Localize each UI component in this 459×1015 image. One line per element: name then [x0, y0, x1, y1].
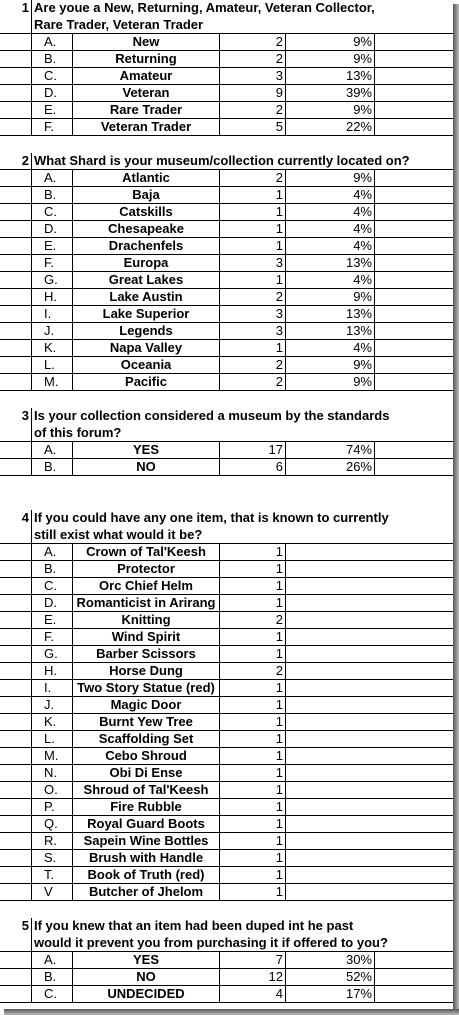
answer-count: 3 — [219, 68, 285, 85]
answer-row — [0, 799, 453, 816]
blank-row — [0, 391, 453, 408]
answer-row — [0, 102, 453, 119]
answer-label: New — [72, 34, 219, 51]
question-number: 4 — [21, 510, 29, 525]
answer-letter: B. — [31, 561, 72, 578]
question-text: Are youe a New, Returning, Amateur, Veteran Collector, — [31, 0, 453, 17]
answer-label: Horse Dung — [72, 663, 219, 680]
answer-row — [0, 459, 453, 476]
answer-letter: F. — [31, 629, 72, 646]
answer-percent: 13% — [285, 255, 375, 272]
answer-label: Legends — [72, 323, 219, 340]
answer-row — [0, 748, 453, 765]
answer-row — [0, 340, 453, 357]
question-number: 3 — [21, 408, 29, 423]
answer-label: Sapein Wine Bottles — [72, 833, 219, 850]
answer-count: 2 — [219, 374, 285, 391]
answer-count: 1 — [219, 629, 285, 646]
answer-row — [0, 867, 453, 884]
answer-label: Protector — [72, 561, 219, 578]
answer-row — [0, 765, 453, 782]
answer-percent — [285, 867, 375, 884]
answer-row — [0, 884, 453, 901]
answer-row — [0, 986, 453, 1003]
answer-count: 1 — [219, 867, 285, 884]
answer-percent: 26% — [285, 459, 375, 476]
answer-letter: S. — [31, 850, 72, 867]
answer-label: Wind Spirit — [72, 629, 219, 646]
answer-letter: H. — [31, 663, 72, 680]
answer-percent — [285, 816, 375, 833]
answer-row — [0, 646, 453, 663]
answer-count: 1 — [219, 799, 285, 816]
answer-row — [0, 544, 453, 561]
question-row — [0, 425, 453, 442]
question-row — [0, 935, 453, 952]
answer-letter: F. — [31, 255, 72, 272]
answer-percent — [285, 697, 375, 714]
answer-percent — [285, 748, 375, 765]
answer-label: Europa — [72, 255, 219, 272]
answer-letter: P. — [31, 799, 72, 816]
question-block — [0, 0, 453, 136]
answer-label: Lake Superior — [72, 306, 219, 323]
answer-count: 1 — [219, 561, 285, 578]
answer-label: Veteran Trader — [72, 119, 219, 136]
question-block — [0, 408, 453, 476]
answer-percent — [285, 782, 375, 799]
answer-label: Book of Truth (red) — [72, 867, 219, 884]
answer-letter: E. — [31, 612, 72, 629]
answer-count: 1 — [219, 816, 285, 833]
answer-letter: N. — [31, 765, 72, 782]
answer-row — [0, 187, 453, 204]
answer-count: 1 — [219, 204, 285, 221]
answer-row — [0, 357, 453, 374]
answer-percent: 30% — [285, 952, 375, 969]
answer-row — [0, 816, 453, 833]
answer-letter: L. — [31, 731, 72, 748]
answer-count: 1 — [219, 646, 285, 663]
question-text: still exist what would it be? — [31, 527, 453, 544]
answer-row — [0, 629, 453, 646]
answer-count: 1 — [219, 272, 285, 289]
answer-count: 2 — [219, 51, 285, 68]
answer-row — [0, 731, 453, 748]
question-row — [0, 527, 453, 544]
answer-count: 3 — [219, 323, 285, 340]
answer-letter: M. — [31, 748, 72, 765]
answer-row — [0, 442, 453, 459]
answer-label: Catskills — [72, 204, 219, 221]
answer-percent: 9% — [285, 357, 375, 374]
answer-row — [0, 289, 453, 306]
answer-row — [0, 34, 453, 51]
answer-letter: T. — [31, 867, 72, 884]
answer-letter: F. — [31, 119, 72, 136]
answer-percent: 4% — [285, 204, 375, 221]
answer-count: 1 — [219, 714, 285, 731]
answer-label: NO — [72, 969, 219, 986]
answer-label: NO — [72, 459, 219, 476]
answer-percent: 9% — [285, 289, 375, 306]
answer-count: 1 — [219, 765, 285, 782]
answer-count: 3 — [219, 306, 285, 323]
answer-count: 1 — [219, 850, 285, 867]
blank-row — [0, 901, 453, 918]
answer-letter: C. — [31, 204, 72, 221]
answer-label: Chesapeake — [72, 221, 219, 238]
answer-letter: V — [31, 884, 72, 901]
answer-label: Two Story Statue (red) — [72, 680, 219, 697]
answer-row — [0, 85, 453, 102]
answer-label: Drachenfels — [72, 238, 219, 255]
window-shadow-right — [453, 4, 459, 1015]
answer-count: 2 — [219, 170, 285, 187]
answer-letter: G. — [31, 272, 72, 289]
answer-letter: B. — [31, 459, 72, 476]
answer-label: Oceania — [72, 357, 219, 374]
answer-letter: B. — [31, 187, 72, 204]
question-row — [0, 510, 453, 527]
answer-count: 3 — [219, 255, 285, 272]
answer-row — [0, 578, 453, 595]
answer-letter: R. — [31, 833, 72, 850]
answer-label: Great Lakes — [72, 272, 219, 289]
answer-percent — [285, 680, 375, 697]
answer-row — [0, 238, 453, 255]
answer-letter: H. — [31, 289, 72, 306]
answer-percent — [285, 714, 375, 731]
answer-row — [0, 952, 453, 969]
answer-row — [0, 221, 453, 238]
question-text: would it prevent you from purchasing it if offered to you? — [31, 935, 453, 952]
question-block — [0, 918, 453, 1003]
question-number: 1 — [21, 0, 29, 15]
answer-letter: J. — [31, 323, 72, 340]
question-text: If you knew that an item had been duped int he past — [31, 918, 453, 935]
answer-percent: 9% — [285, 102, 375, 119]
answer-percent — [285, 884, 375, 901]
answer-letter: B. — [31, 969, 72, 986]
answer-label: Knitting — [72, 612, 219, 629]
window-shadow-bottom — [4, 1009, 459, 1015]
blank-row — [0, 136, 453, 153]
question-number: 2 — [21, 153, 29, 168]
answer-label: Scaffolding Set — [72, 731, 219, 748]
answer-percent — [285, 578, 375, 595]
answer-percent — [285, 544, 375, 561]
question-text: of this forum? — [31, 425, 453, 442]
answer-label: Amateur — [72, 68, 219, 85]
answer-percent: 52% — [285, 969, 375, 986]
answer-letter: A. — [31, 952, 72, 969]
answer-row — [0, 833, 453, 850]
answer-row — [0, 663, 453, 680]
answer-count: 1 — [219, 731, 285, 748]
answer-label: Cebo Shroud — [72, 748, 219, 765]
answer-percent: 4% — [285, 272, 375, 289]
answer-letter: E. — [31, 238, 72, 255]
question-row — [0, 0, 453, 17]
answer-label: Butcher of Jhelom — [72, 884, 219, 901]
question-row — [0, 17, 453, 34]
answer-row — [0, 680, 453, 697]
answer-percent — [285, 595, 375, 612]
answer-percent: 22% — [285, 119, 375, 136]
answer-label: Rare Trader — [72, 102, 219, 119]
answer-percent — [285, 629, 375, 646]
answer-letter: J. — [31, 697, 72, 714]
answer-percent: 39% — [285, 85, 375, 102]
answer-letter: D. — [31, 595, 72, 612]
answer-letter: C. — [31, 68, 72, 85]
answer-percent — [285, 765, 375, 782]
answer-count: 1 — [219, 595, 285, 612]
answer-percent: 9% — [285, 51, 375, 68]
answer-percent: 13% — [285, 68, 375, 85]
answer-percent: 9% — [285, 374, 375, 391]
answer-row — [0, 306, 453, 323]
answer-percent — [285, 731, 375, 748]
answer-count: 5 — [219, 119, 285, 136]
answer-row — [0, 561, 453, 578]
answer-percent — [285, 850, 375, 867]
question-text: If you could have any one item, that is known to currently — [31, 510, 453, 527]
answer-row — [0, 782, 453, 799]
answer-count: 2 — [219, 34, 285, 51]
answer-row — [0, 714, 453, 731]
answer-row — [0, 595, 453, 612]
answer-count: 12 — [219, 969, 285, 986]
answer-label: Fire Rubble — [72, 799, 219, 816]
answer-label: Barber Scissors — [72, 646, 219, 663]
question-number: 5 — [21, 918, 29, 933]
answer-count: 1 — [219, 578, 285, 595]
answer-percent: 4% — [285, 221, 375, 238]
answer-letter: A. — [31, 442, 72, 459]
answer-label: Orc Chief Helm — [72, 578, 219, 595]
answer-percent — [285, 833, 375, 850]
answer-row — [0, 374, 453, 391]
answer-label: Romanticist in Arirang — [72, 595, 219, 612]
answer-letter: B. — [31, 51, 72, 68]
answer-letter: C. — [31, 578, 72, 595]
answer-label: Pacific — [72, 374, 219, 391]
answer-label: YES — [72, 952, 219, 969]
answer-percent: 74% — [285, 442, 375, 459]
answer-count: 7 — [219, 952, 285, 969]
answer-label: Magic Door — [72, 697, 219, 714]
answer-percent: 9% — [285, 34, 375, 51]
answer-letter: D. — [31, 221, 72, 238]
answer-letter: Q. — [31, 816, 72, 833]
answer-count: 2 — [219, 357, 285, 374]
answer-row — [0, 323, 453, 340]
answer-label: Burnt Yew Tree — [72, 714, 219, 731]
answer-label: YES — [72, 442, 219, 459]
answer-label: Shroud of Tal'Keesh — [72, 782, 219, 799]
question-row — [0, 408, 453, 425]
answer-percent: 4% — [285, 187, 375, 204]
question-row — [0, 918, 453, 935]
answer-letter: C. — [31, 986, 72, 1003]
answer-row — [0, 697, 453, 714]
answer-count: 17 — [219, 442, 285, 459]
answer-count: 2 — [219, 612, 285, 629]
answer-letter: O. — [31, 782, 72, 799]
answer-percent — [285, 612, 375, 629]
answer-count: 1 — [219, 221, 285, 238]
blank-row — [0, 493, 453, 510]
answer-percent: 4% — [285, 340, 375, 357]
answer-letter: D. — [31, 85, 72, 102]
answer-letter: A. — [31, 170, 72, 187]
answer-letter: I. — [31, 680, 72, 697]
answer-percent: 17% — [285, 986, 375, 1003]
answer-label: UNDECIDED — [72, 986, 219, 1003]
question-block — [0, 153, 453, 391]
answer-row — [0, 272, 453, 289]
answer-letter: K. — [31, 340, 72, 357]
answer-label: Returning — [72, 51, 219, 68]
answer-count: 1 — [219, 187, 285, 204]
answer-count: 1 — [219, 782, 285, 799]
answer-count: 1 — [219, 884, 285, 901]
answer-count: 4 — [219, 986, 285, 1003]
answer-letter: G. — [31, 646, 72, 663]
answer-label: Atlantic — [72, 170, 219, 187]
answer-count: 9 — [219, 85, 285, 102]
answer-row — [0, 969, 453, 986]
answer-row — [0, 68, 453, 85]
answer-label: Royal Guard Boots — [72, 816, 219, 833]
answer-percent: 9% — [285, 170, 375, 187]
answer-count: 1 — [219, 833, 285, 850]
answer-label: Lake Austin — [72, 289, 219, 306]
answer-row — [0, 255, 453, 272]
answer-row — [0, 204, 453, 221]
answer-count: 1 — [219, 748, 285, 765]
answer-label: Obi Di Ense — [72, 765, 219, 782]
answer-percent — [285, 646, 375, 663]
answer-count: 2 — [219, 289, 285, 306]
answer-letter: K. — [31, 714, 72, 731]
answer-count: 1 — [219, 697, 285, 714]
answer-label: Veteran — [72, 85, 219, 102]
answer-count: 1 — [219, 544, 285, 561]
answer-count: 1 — [219, 340, 285, 357]
answer-count: 1 — [219, 680, 285, 697]
question-row — [0, 153, 453, 170]
answer-row — [0, 170, 453, 187]
answer-label: Baja — [72, 187, 219, 204]
answer-label: Brush with Handle — [72, 850, 219, 867]
answer-percent: 13% — [285, 306, 375, 323]
answer-percent — [285, 663, 375, 680]
answer-label: Crown of Tal'Keesh — [72, 544, 219, 561]
question-text: What Shard is your museum/collection currently located on? — [31, 153, 453, 170]
answer-letter: L. — [31, 357, 72, 374]
question-text: Rare Trader, Veteran Trader — [31, 17, 453, 34]
answer-count: 2 — [219, 102, 285, 119]
answer-count: 6 — [219, 459, 285, 476]
answer-row — [0, 612, 453, 629]
answer-percent — [285, 561, 375, 578]
blank-row — [0, 476, 453, 493]
answer-row — [0, 850, 453, 867]
answer-letter: I. — [31, 306, 72, 323]
answer-row — [0, 51, 453, 68]
answer-percent — [285, 799, 375, 816]
answer-label: Napa Valley — [72, 340, 219, 357]
answer-count: 1 — [219, 238, 285, 255]
answer-row — [0, 119, 453, 136]
answer-count: 2 — [219, 663, 285, 680]
answer-percent: 4% — [285, 238, 375, 255]
answer-letter: E. — [31, 102, 72, 119]
answer-letter: M. — [31, 374, 72, 391]
answer-letter: A. — [31, 34, 72, 51]
answer-letter: A. — [31, 544, 72, 561]
question-text: Is your collection considered a museum by the standards — [31, 408, 453, 425]
answer-percent: 13% — [285, 323, 375, 340]
question-block — [0, 510, 453, 901]
